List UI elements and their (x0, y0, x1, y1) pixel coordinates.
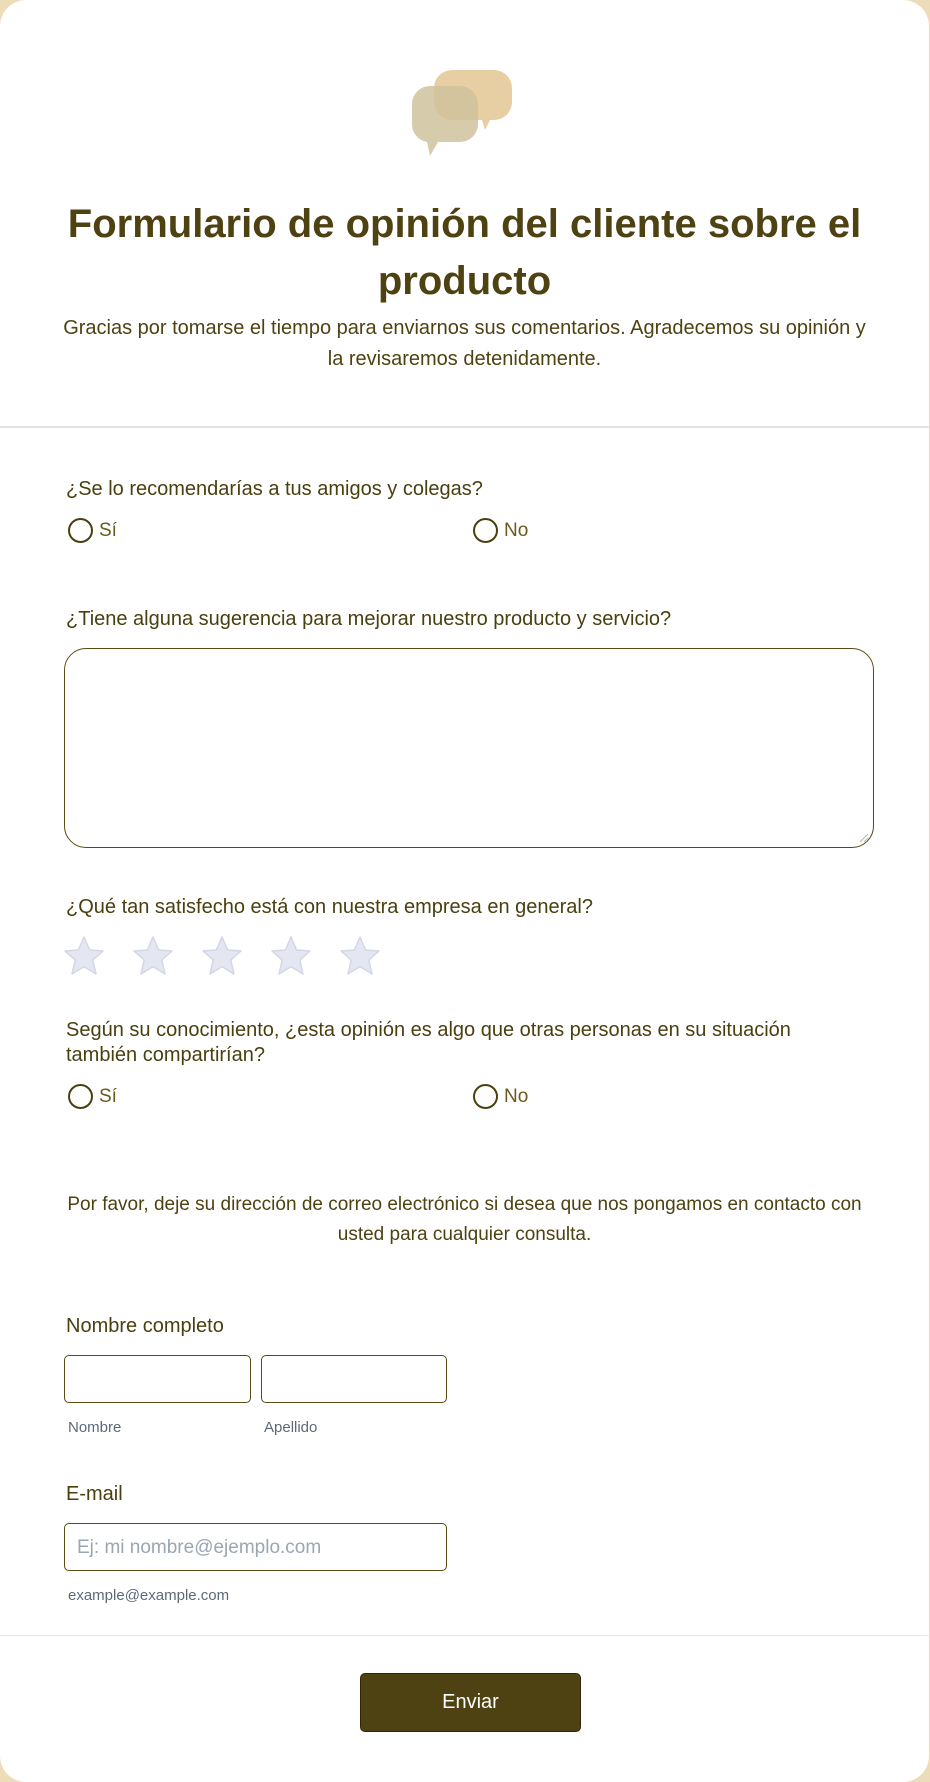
star-2-icon[interactable] (131, 934, 175, 978)
star-3-icon[interactable] (200, 934, 244, 978)
form-header (0, 0, 929, 428)
last-name-input[interactable] (261, 1355, 447, 1403)
star-1-icon[interactable] (62, 934, 106, 978)
radio-recommend-no[interactable] (473, 518, 528, 543)
radio-label: No (504, 519, 529, 541)
radio-label: Sí (99, 1085, 117, 1107)
question-recommend-label: ¿Se lo recomendarías a tus amigos y colegas? (66, 478, 483, 500)
email-placeholder: Ej: mi nombre@ejemplo.com (77, 1537, 322, 1558)
speech-bubbles-icon (412, 66, 518, 158)
radio-recommend-yes[interactable] (68, 518, 117, 543)
star-5-icon[interactable] (338, 934, 382, 978)
radio-label: No (504, 1085, 529, 1107)
radio-circle[interactable] (473, 1084, 498, 1109)
question-suggestion-label: ¿Tiene alguna sugerencia para mejorar nuestro producto y servicio? (66, 608, 672, 630)
radio-shared-yes[interactable] (68, 1084, 117, 1109)
page-subtitle: Gracias por tomarse el tiempo para enviarnos sus comentarios. Agradecemos su opinión y la revisaremos detenidamente. (63, 317, 866, 370)
star-4-icon[interactable] (269, 934, 313, 978)
radio-shared-no[interactable] (473, 1084, 528, 1109)
full-name-label: Nombre completo (66, 1315, 224, 1337)
contact-consent-text: Por favor, deje su dirección de correo electrónico si desea que nos pongamos en contacto con usted para cualquier consulta. (67, 1194, 862, 1245)
email-sublabel: example@example.com (68, 1587, 230, 1604)
suggestion-textarea[interactable] (64, 648, 874, 848)
email-input[interactable] (64, 1523, 447, 1571)
footer-divider (0, 1635, 929, 1636)
question-shared-label: Según su conocimiento, ¿esta opinión es algo que otras personas en su situación también compartirían? (66, 1019, 791, 1066)
page-title: Formulario de opinión del cliente sobre el producto (67, 202, 862, 303)
radio-label: Sí (99, 519, 117, 541)
email-label: E-mail (66, 1483, 123, 1505)
question-satisfaction-label: ¿Qué tan satisfecho está con nuestra empresa en general? (66, 896, 593, 918)
radio-circle[interactable] (68, 518, 93, 543)
resize-grip-icon[interactable] (857, 831, 869, 843)
radio-circle[interactable] (68, 1084, 93, 1109)
submit-button[interactable]: Enviar (360, 1673, 581, 1732)
last-name-sublabel: Apellido (264, 1419, 318, 1436)
first-name-input[interactable] (64, 1355, 251, 1403)
radio-circle[interactable] (473, 518, 498, 543)
first-name-sublabel: Nombre (68, 1419, 122, 1436)
